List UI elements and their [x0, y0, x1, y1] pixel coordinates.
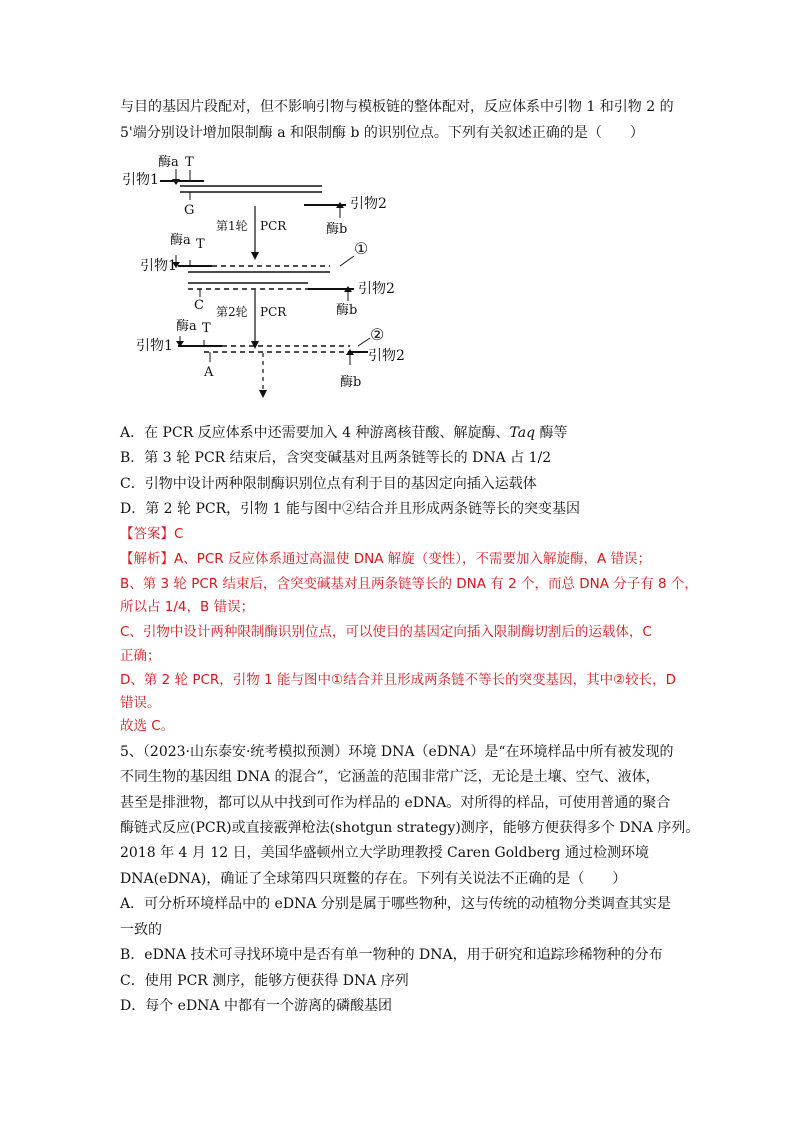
- enzyme-b-label-2: 酶b: [340, 375, 362, 390]
- t-label-1: T: [196, 237, 205, 252]
- q5-option-b: B．eDNA 技术可寻找环境中是否有单一物种的 DNA，用于研究和追踪珍稀物种的分布: [120, 947, 663, 963]
- answer: 【答案】C: [120, 526, 184, 542]
- analysis-line-2: B、第 3 轮 PCR 结束后，含突变碱基对且两条链等长的 DNA 有 2 个，而总 DNA 分子有 8 个，: [120, 576, 698, 592]
- analysis-line-3: 所以占 1/4，B 错误；: [120, 599, 255, 615]
- primer2-label-2: 引物2: [368, 348, 405, 364]
- analysis-line-6: D、第 2 轮 PCR，引物 1 能与图中①结合并且形成两条链不等长的突变基因，其中②较长，D: [120, 672, 677, 688]
- q5-stem-line-5: 2018 年 4 月 12 日，美国华盛顿州立大学助理教授 Caren Goldberg 通过检测环境: [120, 845, 649, 861]
- marker-2: ②: [370, 325, 385, 344]
- primer2-label-1: 引物2: [358, 281, 395, 297]
- analysis-line-5: 正确；: [120, 648, 161, 664]
- q4-option-d: D．第 2 轮 PCR，引物 1 能与图中②结合并且形成两条链等长的突变基因: [120, 501, 580, 517]
- q4-option-a-text: A．在 PCR 反应体系中还需要加入 4 种游离核苷酸、解旋酶、: [120, 425, 510, 441]
- q4-option-a-taq: Taq: [509, 425, 536, 441]
- round1-label: 第1轮: [216, 219, 248, 233]
- marker1-leader: [340, 256, 354, 266]
- analysis-line-1: 【解析】A、PCR 反应体系通过高温使 DNA 解旋（变性），不需要加入解旋酶，A 错误；: [120, 551, 652, 567]
- q5-stem-line-6: DNA(eDNA)，确证了全球第四只斑鳖的存在。下列有关说法不正确的是（ ）: [120, 871, 627, 887]
- enzyme-b-label-1: 酶b: [336, 303, 358, 318]
- intro-line-1: 与目的基因片段配对，但不影响引物与模板链的整体配对，反应体系中引物 1 和引物 2 的: [120, 99, 674, 115]
- enzyme-a-label-0: 酶a: [158, 155, 179, 170]
- q5-option-a-line-1: A．可分析环境样品中的 eDNA 分别是属于哪些物种，这与传统的动植物分类调查其实是: [120, 896, 671, 912]
- q5-stem-line-1: 5、（2023·山东泰安·统考模拟预测）环境 DNA（eDNA）是“在环境样品中所有被发现的: [120, 744, 674, 760]
- round2-arrowhead: [251, 341, 259, 349]
- round2-pcr-label: PCR: [260, 305, 287, 319]
- marker2-leader: [358, 338, 370, 346]
- q5-stem-line-3: 甚至是排泄物，都可以从中找到可作为样品的 eDNA。对所得的样品，可使用普通的聚合: [120, 795, 671, 811]
- intro-line-2: 5'端分别设计增加限制酶 a 和限制酶 b 的识别位点。下列有关叙述正确的是（ ）: [120, 125, 644, 141]
- pcr-mutagenesis-diagram: [118, 150, 418, 400]
- q4-option-a: [120, 423, 568, 443]
- round1-pcr-label: PCR: [260, 219, 287, 233]
- q5-option-a-line-2: 一致的: [120, 922, 162, 938]
- t-label-0: T: [185, 155, 194, 170]
- q5-option-c: C．使用 PCR 测序，能够方便获得 DNA 序列: [120, 973, 409, 989]
- q5-stem-line-4: 酶链式反应(PCR)或直接霰弹枪法(shotgun strategy)测序，能够方便获得多个 DNA 序列。: [120, 820, 700, 836]
- q4-option-c: C．引物中设计两种限制酶识别位点有利于目的基因定向插入运载体: [120, 476, 537, 492]
- analysis-line-4: C、引物中设计两种限制酶识别位点，可以使目的基因定向插入限制酶切割后的运载体，C: [120, 624, 652, 640]
- primer2-label-0: 引物2: [350, 196, 387, 212]
- primer1-label-2: 引物1: [136, 338, 173, 354]
- primer1-label-1: 引物1: [140, 258, 177, 274]
- enzyme-a-label-1: 酶a: [170, 233, 191, 248]
- q4-option-a-suffix: 酶等: [535, 425, 568, 441]
- analysis-line-8: 故选 C。: [120, 718, 175, 734]
- c-label-1: C: [194, 298, 204, 313]
- primer1-label-0: 引物1: [122, 172, 159, 188]
- marker-1: ①: [354, 239, 369, 258]
- q5-option-d: D．每个 eDNA 中都有一个游离的磷酸基团: [120, 998, 392, 1014]
- enzyme-b-label-0: 酶b: [326, 222, 348, 237]
- q5-stem-line-2: 不同生物的基因组 DNA 的混合”，它涵盖的范围非常广泛，无论是土壤、空气、液体，: [120, 769, 660, 785]
- enzyme-a-label-2: 酶a: [176, 319, 197, 334]
- g-label-0: G: [184, 203, 195, 218]
- a-label-2: A: [204, 365, 214, 380]
- round2-label: 第2轮: [216, 305, 248, 319]
- round1-arrowhead: [251, 252, 259, 260]
- t-label-2: T: [202, 321, 211, 336]
- analysis-line-7: 错误。: [120, 695, 161, 711]
- round3-arrowhead: [259, 390, 267, 398]
- q4-option-b: B．第 3 轮 PCR 结束后，含突变碱基对且两条链等长的 DNA 占 1/2: [120, 450, 552, 466]
